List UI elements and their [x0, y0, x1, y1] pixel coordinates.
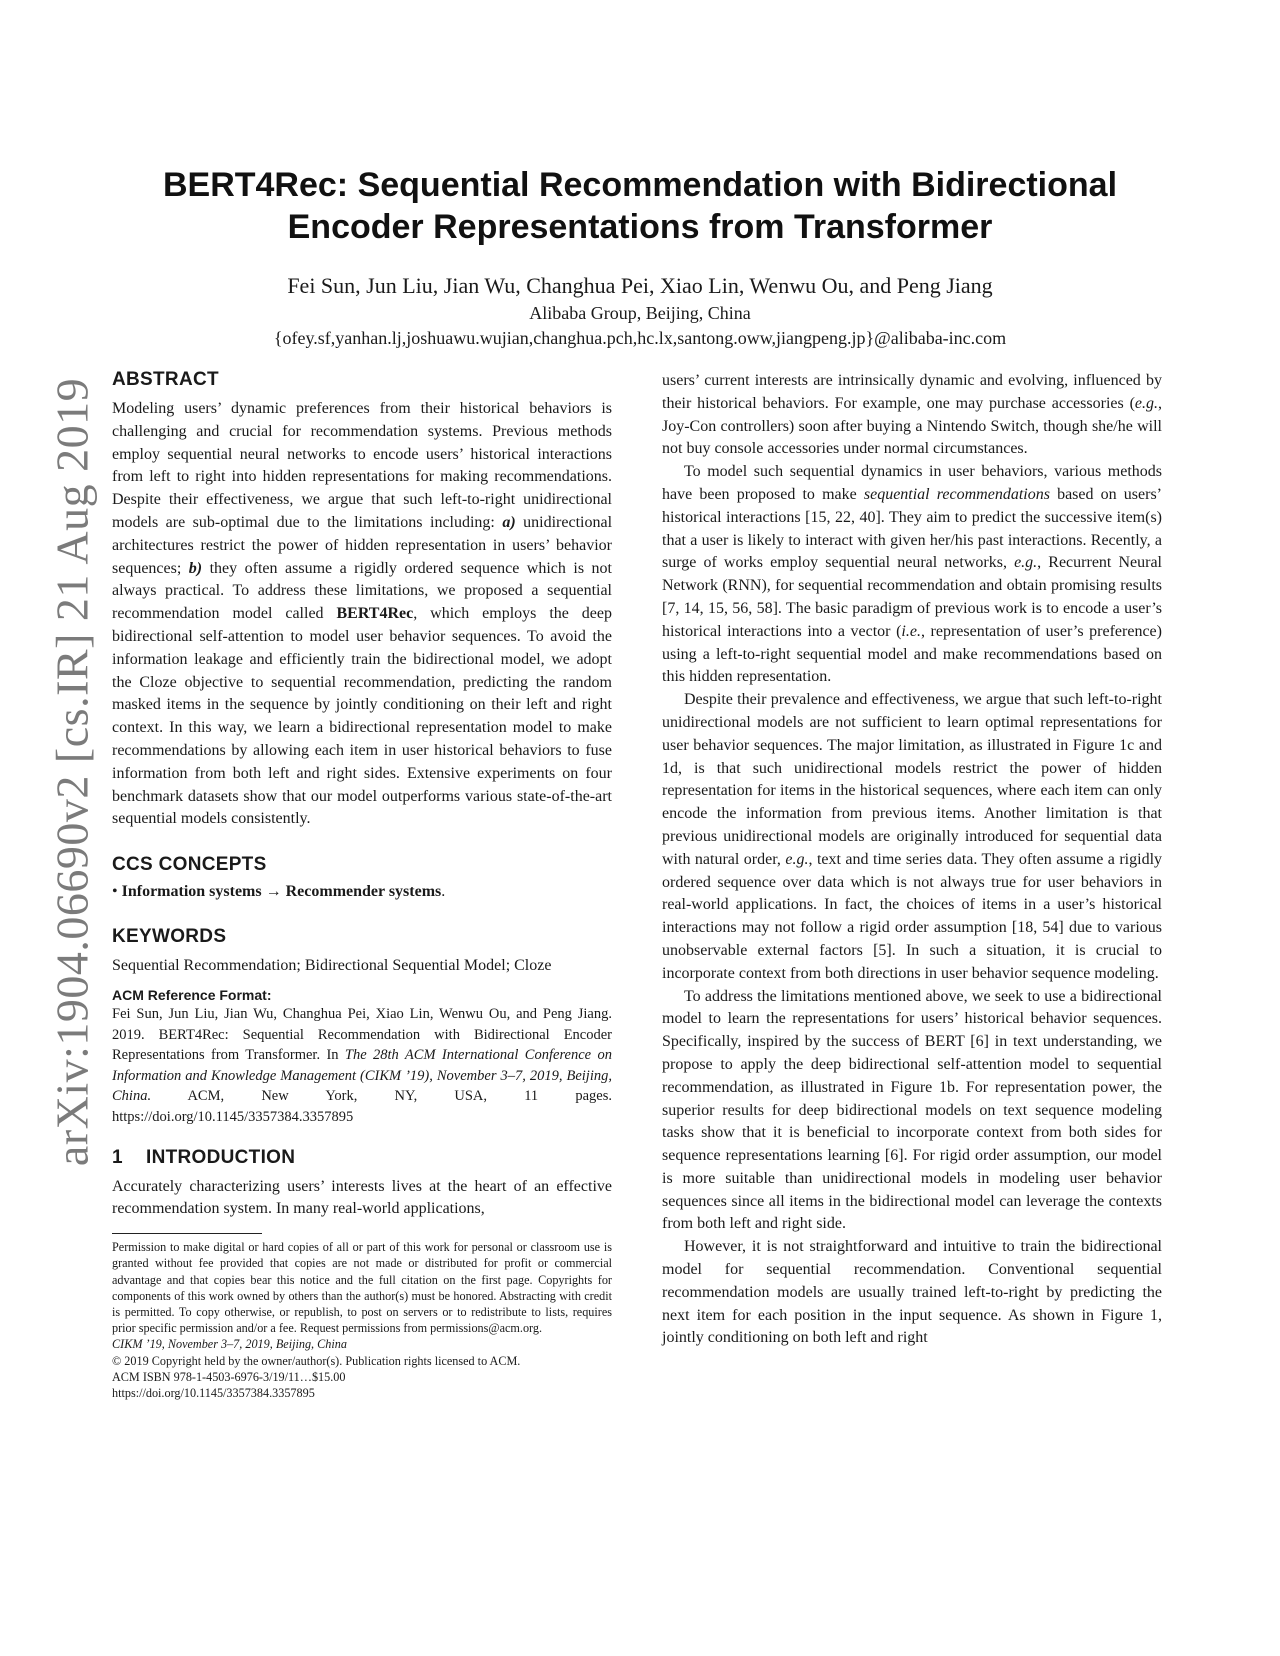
intro-paragraph-1: users’ current interests are intrinsically dynamic and evolving, influenced by their historical behaviors. For example, one may purchase accessories (e.g., Joy-Con controllers) soon after buying a Nintendo Switch, though she/he will not buy console accessories under normal circumstances. — [662, 372, 1162, 458]
keywords-text: Sequential Recommendation; Bidirectional Sequential Model; Cloze — [112, 957, 552, 975]
acm-reference-heading: ACM Reference Format: — [112, 986, 272, 1003]
intro-paragraph-5: However, it is not straightforward and intuitive to train the bidirectional model for sequential recommendation. Conventional sequential recommendation models are usually trained left-to-right by predicting the next item for each position in the input sequence. As shown in Figure 1, jointly conditioning on both left and right — [662, 1238, 1162, 1347]
ccs-concept: Information systems → Recommender systems — [121, 883, 442, 901]
acm-isbn: ACM ISBN 978-1-4503-6976-3/19/11…$15.00 — [112, 1369, 346, 1384]
intro-paragraph-3: Despite their prevalence and effectiveness, we argue that such left-to-right unidirectional models are not sufficient to learn optimal representations for user behavior sequences. The major limitation, as illustrated in Figure 1c and 1d, is that such unidirectional models restrict the power of hidden representation for items in the historical sequences, where each item can only encode the information from previous items. Another limitation is that previous unidirectional models are originally introduced for sequential data with natural order, e.g., text and time series data. They often assume a rigidly ordered sequence over data which is not always true for user behaviors in real-world applications. In fact, the choices of items in a user’s historical interactions may not follow a rigid order assumption [18, 54] due to various unobservable external factors [5]. In such a situation, it is crucial to incorporate context from both directions in user behavior sequence modeling. — [662, 691, 1163, 982]
ccs-heading: CCS CONCEPTS — [112, 854, 267, 876]
arxiv-identifier-stamp: arXiv:1904.06690v2 [cs.IR] 21 Aug 2019 — [46, 377, 98, 1167]
section-number: 1 — [112, 1146, 123, 1168]
abstract-heading: ABSTRACT — [112, 369, 219, 390]
marker-b: b) — [188, 559, 203, 577]
doi-link[interactable]: https://doi.org/10.1145/3357384.3357895 — [112, 1385, 315, 1400]
copyright-notice: © 2019 Copyright held by the owner/author(s). Publication rights licensed to ACM. — [112, 1353, 521, 1368]
model-name: BERT4Rec — [336, 605, 414, 623]
marker-a: a) — [502, 513, 516, 531]
author-list: Fei Sun, Jun Liu, Jian Wu, Changhua Pei, Xiao Lin, Wenwu Ou, and Peng Jiang — [287, 273, 993, 298]
author-affiliation: Alibaba Group, Beijing, China — [529, 303, 751, 323]
paper-title: BERT4Rec: Sequential Recommendation with Bidirectional Encoder Representations from Transformer — [162, 166, 1118, 246]
abstract-text: Modeling users’ dynamic preferences from their historical behaviors is challenging and crucial for recommendation systems. Previous methods employ sequential neural networks to encode users’ historical interactions from left to right into hidden representations for making recommendations. Despite their effectiveness, we argue that such left-to-right unidirectional models are sub-optimal due to the limitations including: a) unidirectional architectures restrict the power of hidden representation in users’ behavior sequences; b) they often assume a rigidly ordered sequence which is not always practical. To address these limitations, we proposed a sequential recommendation model called BERT4Rec, which employs the deep bidirectional self-attention to model user behavior sequences. To avoid the information leakage and efficiently train the bidirectional model, we adopt the Cloze objective to sequential recommendation, predicting the random masked items in the sequence by jointly conditioning on their left and right context. In this way, we learn a bidirectional representation model to make recommendations by allowing each item in user historical behaviors to fuse information from both left and right sides. Extensive experiments on four benchmark datasets show that our model outperforms various state-of-the-art sequential models consistently. — [112, 400, 613, 828]
keywords-heading: KEYWORDS — [112, 926, 227, 948]
acm-reference-text: Fei Sun, Jun Liu, Jian Wu, Changhua Pei, Xiao Lin, Wenwu Ou, and Peng Jiang. 2019. BERT4Rec: Sequential Recommendation with Bidirectional Encoder Representations from Transformer. In The 28th ACM International Conference on Information and Knowledge Management (CIKM ’19), November 3–7, 2019, Beijing, China. ACM, New York, NY, USA, 11 pages. https://doi.org/10.1145/3357384.3357895 — [112, 1005, 612, 1125]
introduction-text-left: Accurately characterizing users’ interests lives at the heart of an effective recommendation system. In many real-world applications, — [112, 1177, 612, 1218]
right-column — [662, 370, 1162, 1350]
acm-reference-venue: The 28th ACM International Conference on Information and Knowledge Management (CIKM ’19), November 3–7, 2019, Beijing, China. — [112, 1047, 612, 1105]
left-column — [112, 368, 612, 1401]
intro-paragraph-4: To address the limitations mentioned above, we seek to use a bidirectional model to learn the representations for users’ historical behavior sequences. Specifically, inspired by the success of BERT [6] in text understanding, we propose to apply the deep bidirectional self-attention model to sequential recommendation, as illustrated in Figure 1b. For representation power, the superior results for deep bidirectional models on text sequence modeling tasks show that it is beneficial to incorporate context from both sides for sequence representations learning [6]. For rigid order assumption, our model is more suitable than unidirectional models in modeling user behavior sequences since all items in the bidirectional model can leverage the contexts from both left and right side. — [662, 987, 1162, 1233]
ccs-concept-line: • Information systems → Recommender systems. — [112, 883, 446, 901]
introduction-heading: 1 INTRODUCTION — [112, 1146, 296, 1168]
conference-info: CIKM ’19, November 3–7, 2019, Beijing, China — [112, 1337, 347, 1352]
footnote-rule — [112, 1233, 262, 1234]
intro-paragraph-2: To model such sequential dynamics in user behaviors, various methods have been proposed to make sequential recommendations based on users’ historical interactions [15, 22, 40]. They aim to predict the successive item(s) that a user is likely to interact with given her/his past interactions. Recently, a surge of works employ sequential neural networks, e.g., Recurrent Neural Network (RNN), for sequential recommendation and obtain promising results [7, 14, 15, 56, 58]. The basic paradigm of previous work is to encode a user’s historical interactions into a vector (i.e., representation of user’s preference) using a left-to-right sequential model and make recommendations based on this hidden representation. — [662, 463, 1162, 686]
permission-notice: Permission to make digital or hard copies of all or part of this work for personal or classroom use is granted without fee provided that copies are not made or distributed for profit or commercial advantage and that copies bear this notice and the full citation on the first page. Copyrights for components of this work owned by others than the author(s) must be honored. Abstracting with credit is permitted. To copy otherwise, or republish, to post on servers or to redistribute to lists, requires prior specific permission and/or a fee. Request permissions from permissions@acm.org. — [112, 1240, 612, 1336]
author-emails: {ofey.sf,yanhan.lj,joshuawu.wujian,changhua.pch,hc.lx,santong.oww,jiangpeng.jp}@alibaba-inc.com — [273, 328, 1007, 348]
